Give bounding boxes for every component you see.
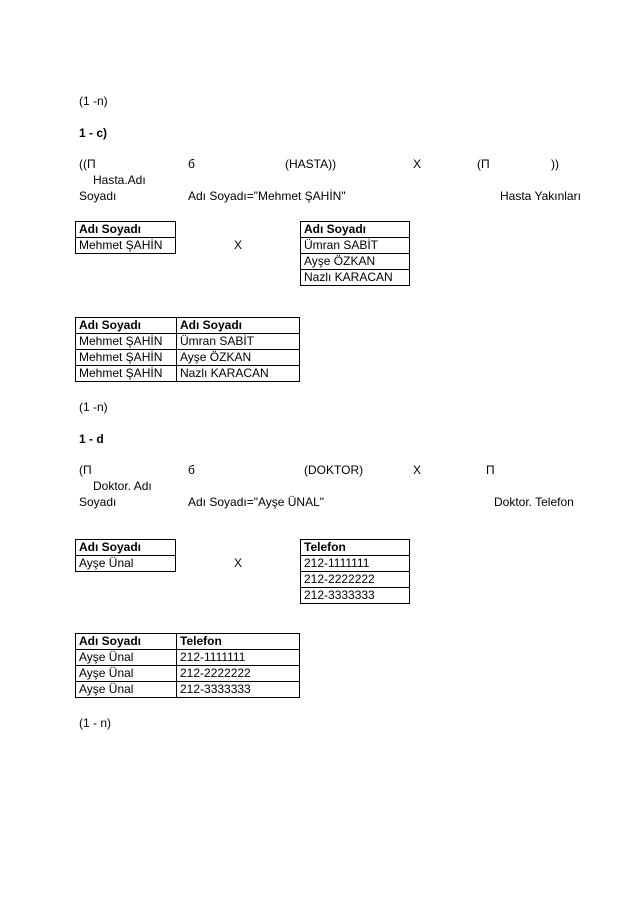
table-cell: Ayşe ÖZKAN — [301, 254, 410, 270]
table-cell: Ayşe Ünal — [76, 650, 177, 666]
table-cell: Mehmet ŞAHİN — [76, 334, 177, 350]
section1-result-table — [75, 317, 300, 382]
table-row — [76, 366, 300, 382]
section2-heading: 1 - d — [79, 432, 104, 446]
table-cell: Ayşe Ünal — [76, 666, 177, 682]
table-cell: Ayşe ÖZKAN — [177, 350, 300, 366]
expr1-cross-product: X — [413, 157, 422, 171]
table-header: Adı Soyadı — [177, 318, 300, 334]
table-cell: 212-1111111 — [177, 650, 300, 666]
expr2-relation: (DOKTOR) — [304, 463, 364, 477]
table-cell: 212-3333333 — [301, 588, 410, 604]
expr1-attribute-1: Hasta.Adı — [93, 173, 146, 187]
table-header: Adı Soyadı — [76, 318, 177, 334]
table-cell: 212-1111111 — [301, 556, 410, 572]
expr2-projection-open: (П — [79, 463, 92, 477]
table-cell: Ümran SABİT — [301, 238, 410, 254]
table-header: Telefon — [177, 634, 300, 650]
section2-cross-product-symbol: X — [234, 556, 243, 570]
table-cell: Ümran SABİT — [177, 334, 300, 350]
expr1-selection-symbol: б — [188, 157, 195, 171]
table-cell: Ayşe Ünal — [76, 556, 176, 572]
table-header: Adı Soyadı — [76, 634, 177, 650]
expr2-cross-product: X — [413, 463, 422, 477]
section2-multiplicity-label-bottom: (1 - n) — [79, 716, 112, 730]
table-cell: 212-2222222 — [177, 666, 300, 682]
section1-multiplicity-label-bottom: (1 -n) — [79, 400, 108, 414]
table-cell: 212-3333333 — [177, 682, 300, 698]
expr1-projection2-open: (П — [477, 157, 490, 171]
section2-right-table — [300, 539, 410, 604]
section2-left-table — [75, 539, 176, 572]
expr2-attribute-1b: Soyadı — [79, 495, 117, 509]
table-header: Adı Soyadı — [76, 222, 176, 238]
table-header: Telefon — [301, 540, 410, 556]
expr1-relation: (HASTA)) — [285, 157, 337, 171]
expr2-selection-symbol: б — [188, 463, 195, 477]
expr2-condition: Adı Soyadı="Ayşe ÜNAL" — [188, 495, 325, 509]
table-cell: Mehmet ŞAHİN — [76, 366, 177, 382]
section1-multiplicity-label: (1 -n) — [79, 94, 108, 108]
expr1-condition: Adı Soyadı="Mehmet ŞAHİN" — [188, 189, 346, 203]
section1-right-table — [300, 221, 410, 286]
section1-left-table — [75, 221, 176, 254]
section1-heading: 1 - c) — [79, 126, 108, 140]
table-cell: 212-2222222 — [301, 572, 410, 588]
table-row — [76, 666, 300, 682]
table-cell: Nazlı KARACAN — [177, 366, 300, 382]
table-row — [76, 682, 300, 698]
table-cell: Mehmet ŞAHİN — [76, 350, 177, 366]
expr1-attribute-2: Hasta Yakınları — [500, 189, 581, 203]
expr2-attribute-2: Doktor. Telefon — [494, 495, 574, 509]
table-header: Adı Soyadı — [301, 222, 410, 238]
expr1-attribute-1b: Soyadı — [79, 189, 117, 203]
table-cell: Nazlı KARACAN — [301, 270, 410, 286]
section2-result-table — [75, 633, 300, 698]
table-row — [76, 350, 300, 366]
table-row — [76, 334, 300, 350]
expr2-projection2: П — [486, 463, 495, 477]
table-cell: Ayşe Ünal — [76, 682, 177, 698]
expr2-attribute-1: Doktor. Adı — [93, 479, 152, 493]
table-cell: Mehmet ŞAHİN — [76, 238, 176, 254]
table-header: Adı Soyadı — [76, 540, 176, 556]
section1-cross-product-symbol: X — [234, 238, 243, 252]
table-row — [76, 650, 300, 666]
expr1-projection-open: ((П — [79, 157, 96, 171]
expr1-close: )) — [551, 157, 559, 171]
